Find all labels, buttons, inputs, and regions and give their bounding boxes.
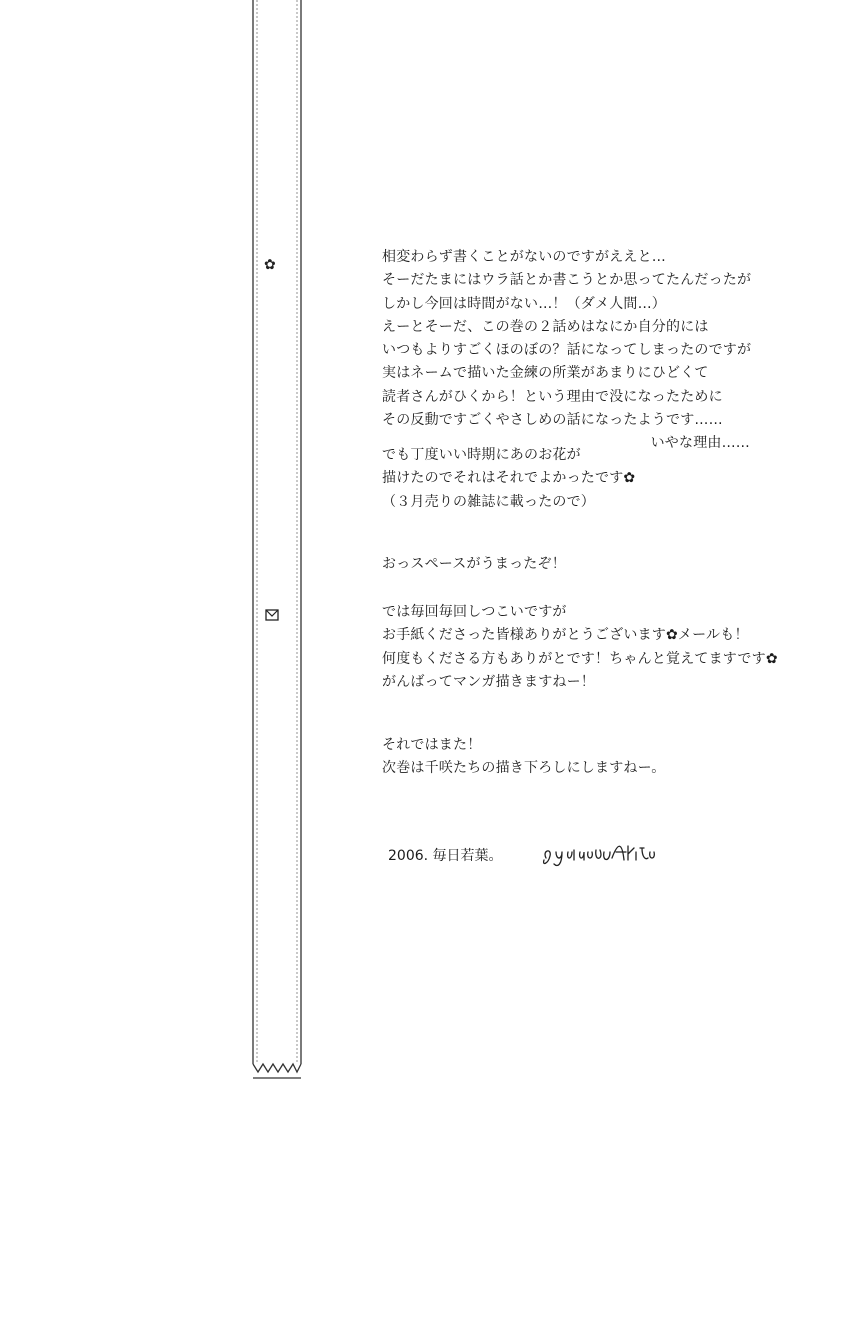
text-block-flower <box>382 444 792 514</box>
text-line: がんばってマンガ描きますねー！ <box>382 673 595 690</box>
text-block-intro <box>382 246 792 456</box>
text-line: 何度もくださる方もありがとです！ちゃんと覚えてますです✿ <box>382 650 778 667</box>
text-line: えーとそーだ、この巻の２話めはなにか自分的には <box>382 318 709 335</box>
text-block-space <box>382 553 792 576</box>
text-line: 次巻は千咲たちの描き下ろしにしますねー。 <box>382 760 666 777</box>
text-line: 読者さんがひくから！という理由で没になったために <box>382 388 723 405</box>
flower-icon: ✿ <box>264 257 276 273</box>
text-line: 描けたのでそれはそれでよかったです✿ <box>382 470 636 487</box>
text-line: しかし今回は時間がない…！（ダメ人間…） <box>382 295 666 312</box>
text-line: いつもよりすごくほのぼの？話になってしまったのですが <box>382 342 752 359</box>
text-line: おっスペースがうまったぞ！ <box>382 556 566 572</box>
letter-icon <box>265 609 279 624</box>
text-block-closing <box>382 734 792 781</box>
text-line: それではまた！ <box>382 737 482 753</box>
text-line: 相変わらず書くことがないのですがええと… <box>382 249 666 265</box>
decorative-ribbon-strip <box>252 0 302 1082</box>
text-line: その反動ですごくやさしめの話になったようです…… <box>382 412 723 429</box>
text-line: 実はネームで描いた金練の所業があまりにひどくて <box>382 365 709 382</box>
text-line: お手紙くださった皆様ありがとうございます✿メールも！ <box>382 627 749 644</box>
text-line: そーだたまにはウラ話とか書こうとか思ってたんだったが <box>382 272 752 289</box>
text-line: でも丁度いい時期にあのお花が <box>382 447 581 463</box>
date-line: 2006. 毎日若葉。 <box>388 848 503 864</box>
text-line-aside: いやな理由…… <box>650 435 750 452</box>
text-line: （３月売りの雑誌に載ったので） <box>382 493 595 510</box>
text-block-thanks <box>382 601 792 694</box>
author-signature <box>540 838 690 870</box>
text-line: では毎回毎回しつこいですが <box>382 604 567 620</box>
ribbon-outline <box>252 0 302 1082</box>
